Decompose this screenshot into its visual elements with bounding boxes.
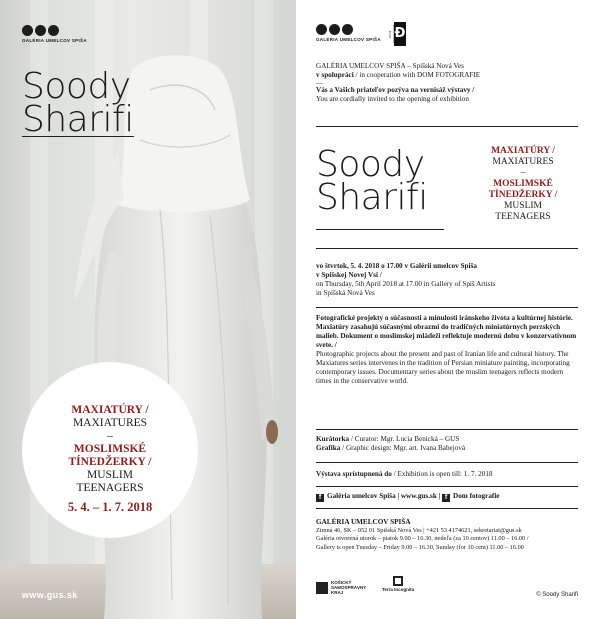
- coop-line-1: GALÉRIA UMELCOV SPIŠA – Spišská Nová Ves: [316, 62, 464, 70]
- series2-sk-2: TÍNEDŽERKY /: [488, 190, 558, 200]
- badge-sub2-sk-2: TÍNEDŽERKY /: [68, 456, 152, 468]
- series2-sk-1: MOSLIMSKÉ: [493, 179, 553, 189]
- series-titles: MAXIATÚRY / MAXIATURES – MOSLIMSKÉ TÍNEDŽERKY / MUSLIM TEENAGERS: [468, 146, 578, 223]
- invite-sk: Vás a Vašich priateľov pozýva na vernisáž výstavy /: [316, 86, 475, 94]
- sponsor-logo-terra: [382, 576, 414, 592]
- coop-sk: v spolupráci: [316, 71, 354, 79]
- divider: [316, 429, 578, 430]
- curator-value: / Curator: Mgr. Lucia Benická – GUS: [349, 435, 460, 443]
- social-links: [316, 492, 578, 502]
- artist-first-name: Soody: [22, 66, 131, 107]
- badge-sub2-en-2: TEENAGERS: [76, 482, 144, 494]
- open-till-value: / Exhibition is open till: 1. 7. 2018: [391, 470, 493, 478]
- badge-sub1-en: MAXIATURES: [72, 417, 148, 429]
- dom-fotografie-logo-icon: Ð: [394, 22, 406, 46]
- copyright: © Soody Sharifi: [536, 592, 578, 598]
- gallery-logo-text: GALÉRIA UMELCOV SPIŠA: [22, 38, 87, 43]
- address-title: GALÉRIA UMELCOV SPIŠA: [316, 518, 411, 526]
- facebook-icon: f: [442, 494, 450, 502]
- artist-last-name: Sharifi: [22, 99, 134, 141]
- divider: [316, 486, 578, 487]
- badge-sub2-en-1: MUSLIM: [86, 469, 133, 481]
- description-sk: Fotografické projekty o súčasnosti a minulosti iránskeho života a kultúrnej histórie. Maxiatúry zasahujú súčasnými obrazmi do tradičných miniatúrnych perzských malieb. Dokument o moslimskej mládeži reflektuje modernú dobu v konzervatívnom svete. /: [316, 314, 577, 349]
- sponsor-logo-ksk: [316, 580, 365, 595]
- address-line-1: Zimná 46, SK – 052 01 Spišská Nová Ves | +421 53 4174621, sekretariat@gus.sk: [316, 526, 522, 534]
- artist-name-cover: [22, 66, 134, 141]
- graphic-label: Grafika: [316, 444, 341, 452]
- description-en: Photographic projects about the present and past of Iranian life and cultural history. The Maxiatures series intervenes in the tradition of Persian miniature painting, incorporating contemporary issues. Documentary series about the muslim teenagers reflects modern times in the conservative world.: [316, 350, 570, 385]
- divider: [316, 307, 578, 308]
- address-line-3: Gallery is open Tuesday – Friday 9.00 – 16.30, Sunday (for 10 cent) 11.00 – 16.00: [316, 543, 524, 551]
- series2-en-2: TEENAGERS: [495, 212, 551, 222]
- divider: [316, 126, 578, 127]
- sponsor-terra-text: Terra Incognita: [382, 587, 415, 592]
- credits: [316, 435, 578, 453]
- artist-first-name: Soody: [316, 144, 425, 185]
- invite-en: You are cordially invited to the opening of exhibition: [316, 95, 469, 103]
- open-till-label: Výstava sprístupnená do: [316, 470, 392, 478]
- opening-sk-1: vo štvrtok, 5. 4. 2018 o 17.00 v Galérii umelcov Spiša: [316, 262, 477, 270]
- facebook-dom-link[interactable]: Dom fotografie: [453, 492, 500, 500]
- series1-sk: MAXIATÚRY /: [491, 146, 555, 156]
- coop-en: / in cooperation with DOM FOTOGRAFIE: [353, 71, 481, 79]
- artist-last-name: Sharifi: [316, 177, 428, 219]
- exhibition-dates: 5. 4. – 1. 7. 2018: [67, 500, 153, 514]
- badge-sub2-sk-1: MOSLIMSKÉ: [73, 443, 147, 455]
- ksk-logo-icon: [316, 582, 328, 594]
- gallery-logo-icon: [22, 25, 59, 36]
- divider: [316, 508, 578, 509]
- opening-en-2: in Spišská Nová Ves: [316, 289, 375, 297]
- website-link[interactable]: | www.gus.sk |: [395, 492, 442, 500]
- address-line-2: Galéria otvorená utorok – piatok 9.00 – 16.30, nedeľa (za 10 centov) 11.00 – 16.00 /: [316, 535, 529, 542]
- graphic-value: / Graphic design: Mgr. art. Ivana Babejová: [340, 444, 466, 452]
- series1-en: MAXIATURES: [492, 157, 554, 167]
- title-rule: [22, 136, 134, 137]
- gallery-logo-icon: [316, 24, 353, 35]
- title-rule: [316, 229, 444, 230]
- divider: [316, 462, 578, 463]
- partner-logo-side-text: DOM: [388, 30, 392, 38]
- website-link[interactable]: www.gus.sk: [22, 590, 78, 600]
- divider: [316, 248, 578, 249]
- badge-sub1-sk: MAXIATÚRY /: [71, 404, 149, 416]
- gallery-logo-text: GALÉRIA UMELCOV SPIŠA: [316, 37, 381, 42]
- opening-en-1: on Thursday, 5th April 2018 at 17.00 in Gallery of Spiš Artists: [316, 280, 496, 288]
- terra-logo-icon: [393, 576, 403, 586]
- series2-en-1: MUSLIM: [503, 201, 542, 211]
- invitation-panel: [296, 0, 590, 619]
- curator-label: Kurátorka: [316, 435, 350, 443]
- gallery-logo: [22, 25, 87, 43]
- gallery-logo-right: [316, 24, 381, 42]
- exhibition-description: [316, 314, 578, 386]
- open-till: [316, 470, 578, 479]
- gallery-address: [316, 518, 578, 552]
- cooperation-text: GALÉRIA UMELCOV SPIŠA – Spišská Nová Ves v spolupráci / in cooperation with DOM FOTOGRAFIE — Vás a Vašich priateľov pozýva na vernisáž výstavy / You are cordially invited to the opening of exhibition: [316, 62, 578, 104]
- exhibition-badge: MAXIATÚRY / MAXIATURES – MOSLIMSKÉ TÍNEDŽERKY / MUSLIM TEENAGERS 5. 4. – 1. 7. 2018: [22, 362, 198, 538]
- facebook-icon: f: [316, 494, 324, 502]
- artist-name-invite: [316, 144, 428, 219]
- opening-sk-2: v Spišskej Novej Vsi /: [316, 271, 382, 279]
- facebook-gallery-link[interactable]: Galéria umelcov Spiša: [327, 492, 396, 500]
- opening-details: [316, 262, 578, 298]
- sponsor-ksk-text: KOŠICKÝ SAMOSPRÁVNY KRAJ: [331, 580, 367, 595]
